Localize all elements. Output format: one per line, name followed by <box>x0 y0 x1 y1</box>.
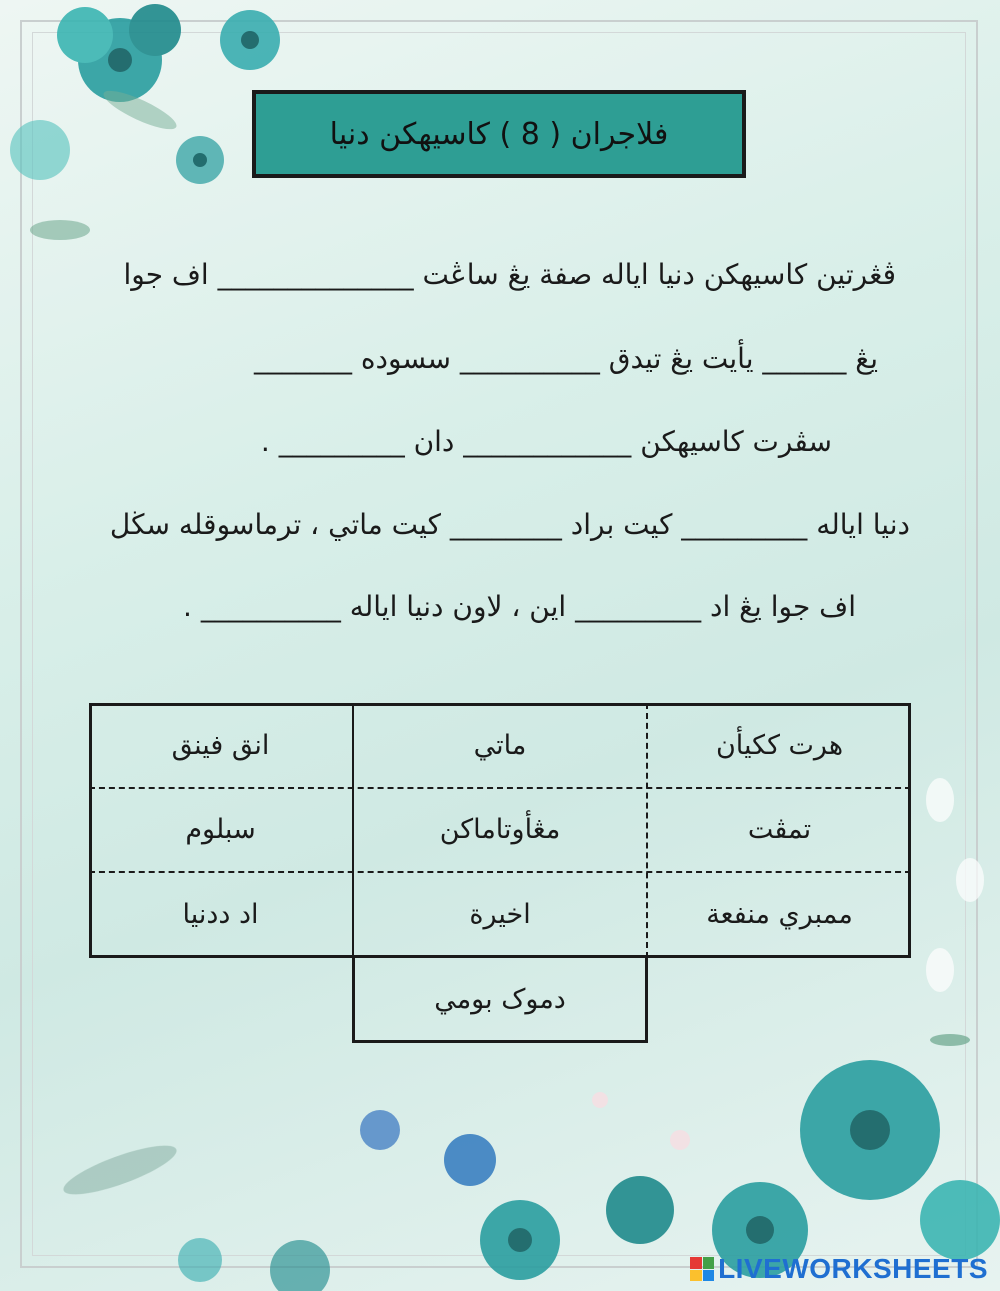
word-cell[interactable]: سبلوم <box>185 813 256 845</box>
word-cell[interactable]: ماتي <box>473 729 527 761</box>
worksheet-title: فلاجران ( 8 ) كاسيهكن دنيا <box>329 116 669 152</box>
word-cell[interactable]: تمڤت <box>747 813 812 845</box>
worksheet-title-box <box>252 90 746 178</box>
word-cell[interactable]: اد ددنيا <box>182 898 259 930</box>
sentence-line-5: اف جوا يڠ اد _________ اين ، لاون دنيا اياله __________ . <box>183 590 856 623</box>
badge-square <box>690 1270 702 1282</box>
word-cell[interactable]: هرت ككيأن <box>715 729 844 761</box>
word-cell[interactable]: دموک بومي <box>434 983 566 1015</box>
word-cell[interactable]: انق فينق <box>171 729 270 761</box>
flower-decoration-right <box>900 740 1000 1060</box>
badge-square <box>703 1270 715 1282</box>
liveworksheets-badge-icon <box>690 1257 714 1281</box>
sentence-line-4: دنيا اياله _________ كيت براد ________ كيت ماتي ، ترماسوقله سڬل <box>109 508 910 541</box>
word-cell[interactable]: مڠأوتاماكن <box>439 813 561 845</box>
sentence-line-1: ڤڠرتين كاسيهكن دنيا اياله صفة يڠ ساڠت ______________ اف جوا <box>123 258 896 291</box>
sentence-line-3: سڤرت كاسيهكن ____________ دان _________ . <box>260 425 832 458</box>
badge-square <box>703 1257 715 1269</box>
sentence-line-2: يڠ ______ يأيت يڠ تيدق __________ سسوده _______ <box>253 342 878 375</box>
word-cell[interactable]: اخيرة <box>469 898 531 930</box>
liveworksheets-logo <box>690 1253 988 1285</box>
word-cell[interactable]: ممبري منفعة <box>706 898 853 930</box>
liveworksheets-brand: LIVEWORKSHEETS <box>718 1253 988 1284</box>
badge-square <box>690 1257 702 1269</box>
